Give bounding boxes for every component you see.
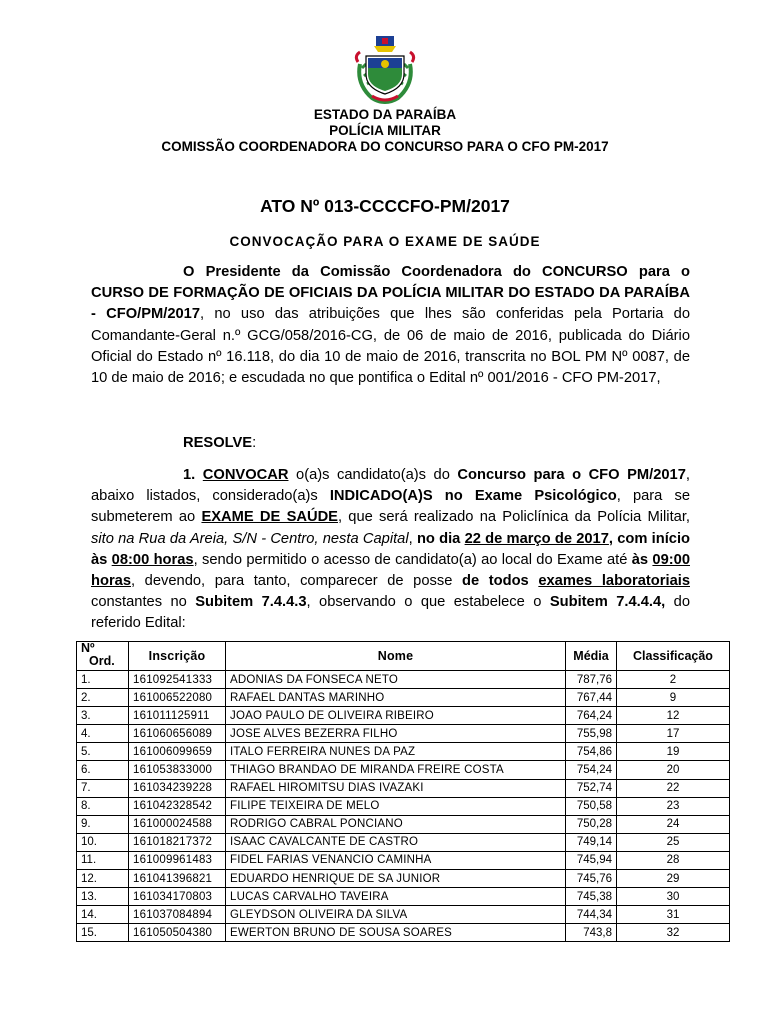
row-nome: ISAAC CAVALCANTE DE CASTRO [226, 833, 566, 851]
row-nome: ITALO FERREIRA NUNES DA PAZ [226, 743, 566, 761]
item-1-text-2: , abaixo listados, considerado(a)s [91, 467, 690, 505]
header-state: ESTADO DA PARAÍBA [313, 107, 457, 122]
row-classificacao: 20 [617, 761, 730, 779]
item-1-text-9: , observando o que estabelece o [306, 594, 550, 611]
resolve-colon: : [252, 435, 257, 451]
resolve-paragraph [91, 433, 690, 454]
row-media: 744,34 [566, 906, 617, 924]
start-time: 08:00 horas [111, 551, 194, 568]
table-row [77, 743, 730, 761]
table-row [77, 870, 730, 888]
row-media: 749,14 [566, 833, 617, 851]
table-row [77, 851, 730, 869]
row-ord: 15. [77, 924, 129, 942]
header-ord-top: Nº [81, 641, 95, 655]
table-row [77, 671, 730, 689]
row-classificacao: 19 [617, 743, 730, 761]
row-media: 754,86 [566, 743, 617, 761]
subitem-7443: Subitem 7.4.4.3 [195, 594, 307, 611]
table-row [77, 707, 730, 725]
resolve-label: RESOLVE [183, 435, 253, 451]
convocar-word: CONVOCAR [202, 467, 289, 483]
table-row [77, 761, 730, 779]
row-media: 745,94 [566, 851, 617, 869]
row-classificacao: 29 [617, 870, 730, 888]
row-ord: 14. [77, 906, 129, 924]
row-media: 767,44 [566, 689, 617, 707]
row-ord: 5. [77, 743, 129, 761]
row-nome: FILIPE TEIXEIRA DE MELO [226, 797, 566, 815]
act-subtitle: CONVOCAÇÃO PARA O EXAME DE SAÚDE [229, 234, 541, 249]
table-row [77, 906, 730, 924]
row-classificacao: 17 [617, 725, 730, 743]
com-inicio: , com início às [91, 530, 691, 568]
row-inscricao: 161037084894 [129, 906, 226, 924]
row-classificacao: 28 [617, 851, 730, 869]
row-inscricao: 161000024588 [129, 815, 226, 833]
exam-date: 22 de março de 2017 [464, 530, 609, 547]
intro-bold: O Presidente da Comissão Coordenadora do CONCURSO para o CURSO DE FORMAÇÃO DE OFICIAIS DA POLÍCIA MILITAR DO ESTADO DA PARAÍBA - CFO/PM/2017 [91, 264, 690, 323]
row-inscricao: 161018217372 [129, 833, 226, 851]
row-media: 745,76 [566, 870, 617, 888]
row-classificacao: 22 [617, 779, 730, 797]
concurso-name: Concurso para o CFO PM/2017 [457, 467, 686, 483]
row-inscricao: 161092541333 [129, 671, 226, 689]
intro-paragraph [91, 262, 690, 389]
row-ord: 11. [77, 851, 129, 869]
row-media: 787,76 [566, 671, 617, 689]
header-nome: Nome [226, 642, 566, 671]
row-media: 755,98 [566, 725, 617, 743]
local-address: sito na Rua da Areia, S/N - Centro, nesta Capital [91, 530, 409, 547]
row-inscricao: 161042328542 [129, 797, 226, 815]
table-row [77, 689, 730, 707]
item-1-number: 1. [183, 467, 196, 483]
candidates-table [76, 641, 730, 942]
row-classificacao: 24 [617, 815, 730, 833]
row-inscricao: 161006522080 [129, 689, 226, 707]
row-nome: ADONIAS DA FONSECA NETO [226, 671, 566, 689]
row-inscricao: 161041396821 [129, 870, 226, 888]
table-row [77, 888, 730, 906]
exame-saude: EXAME DE SAÚDE [201, 509, 338, 526]
row-ord: 6. [77, 761, 129, 779]
row-nome: EDUARDO HENRIQUE DE SA JUNIOR [226, 870, 566, 888]
row-media: 752,74 [566, 779, 617, 797]
row-classificacao: 2 [617, 671, 730, 689]
row-media: 754,24 [566, 761, 617, 779]
header-classificacao: Classificação [617, 642, 730, 671]
row-ord: 1. [77, 671, 129, 689]
row-ord: 12. [77, 870, 129, 888]
intro-text: , no uso das atribuições que lhes são conferidas pela Portaria do Comandante-Geral n.º GCG/058/2016-CG, de 06 de maio de 2016, publicada do Diário Oficial do Estado nº 16.118, do dia 10 de maio de 2016, transcrita no BOL PM Nº 0087, de 10 de maio de 2016; e escudada no que pontifica o Edital nº 001/2016 - CFO PM-2017, [91, 306, 690, 387]
table-header-row [77, 642, 730, 671]
header-ord-bottom: Ord. [89, 654, 115, 668]
row-nome: FIDEL FARIAS VENANCIO CAMINHA [226, 851, 566, 869]
header-inscricao: Inscrição [129, 642, 226, 671]
row-classificacao: 25 [617, 833, 730, 851]
row-inscricao: 161034170803 [129, 888, 226, 906]
item-1-text-4: , que será realizado na Policlínica da Polícia Militar, [337, 509, 690, 526]
row-ord: 10. [77, 833, 129, 851]
act-title: ATO Nº 013-CCCCFO-PM/2017 [260, 196, 510, 216]
row-nome: JOSE ALVES BEZERRA FILHO [226, 725, 566, 743]
subitem-7444: Subitem 7.4.4.4, [549, 594, 666, 611]
item-1-text-3: , para se submeterem ao [91, 488, 690, 526]
item-1-paragraph [91, 465, 690, 635]
row-classificacao: 23 [617, 797, 730, 815]
item-1-text-5: , [408, 530, 417, 547]
row-nome: JOAO PAULO DE OLIVEIRA RIBEIRO [226, 707, 566, 725]
row-ord: 13. [77, 888, 129, 906]
row-ord: 3. [77, 707, 129, 725]
no-dia: no dia [416, 530, 465, 547]
row-ord: 7. [77, 779, 129, 797]
item-1-text-7: , devendo, para tanto, comparecer de posse [131, 573, 462, 590]
row-inscricao: 161009961483 [129, 851, 226, 869]
row-nome: RAFAEL DANTAS MARINHO [226, 689, 566, 707]
table-row [77, 725, 730, 743]
exames-laboratoriais: exames laboratoriais [538, 573, 690, 590]
header-media: Média [566, 642, 617, 671]
header-commission: COMISSÃO COORDENADORA DO CONCURSO PARA O CFO PM-2017 [161, 139, 609, 154]
table-row [77, 779, 730, 797]
item-1-text-10: do referido Edital: [91, 594, 690, 632]
table-row [77, 797, 730, 815]
row-classificacao: 30 [617, 888, 730, 906]
row-ord: 9. [77, 815, 129, 833]
row-ord: 4. [77, 725, 129, 743]
row-nome: EWERTON BRUNO DE SOUSA SOARES [226, 924, 566, 942]
row-inscricao: 161011125911 [129, 707, 226, 725]
row-inscricao: 161053833000 [129, 761, 226, 779]
row-classificacao: 32 [617, 924, 730, 942]
limit-time: 09:00 horas [91, 551, 690, 590]
row-ord: 2. [77, 689, 129, 707]
row-nome: LUCAS CARVALHO TAVEIRA [226, 888, 566, 906]
header-ord [77, 642, 129, 671]
row-nome: RODRIGO CABRAL PONCIANO [226, 815, 566, 833]
row-classificacao: 9 [617, 689, 730, 707]
row-inscricao: 161006099659 [129, 743, 226, 761]
header-police: POLÍCIA MILITAR [329, 123, 441, 138]
table-row [77, 833, 730, 851]
row-media: 764,24 [566, 707, 617, 725]
row-media: 750,28 [566, 815, 617, 833]
row-media: 745,38 [566, 888, 617, 906]
de-todos: de todos [461, 573, 529, 590]
row-inscricao: 161050504380 [129, 924, 226, 942]
row-classificacao: 31 [617, 906, 730, 924]
row-nome: THIAGO BRANDAO DE MIRANDA FREIRE COSTA [226, 761, 566, 779]
row-media: 750,58 [566, 797, 617, 815]
coat-of-arms-icon [352, 34, 418, 106]
row-inscricao: 161034239228 [129, 779, 226, 797]
item-1-text-6: , sendo permitido o acesso de candidato(a) ao local do Exame até [193, 551, 632, 568]
row-nome: RAFAEL HIROMITSU DIAS IVAZAKI [226, 779, 566, 797]
row-media: 743,8 [566, 924, 617, 942]
row-inscricao: 161060656089 [129, 725, 226, 743]
as-word: às [631, 551, 653, 568]
row-classificacao: 12 [617, 707, 730, 725]
item-1-text-1: o(a)s candidato(a)s do [288, 467, 458, 483]
table-row [77, 815, 730, 833]
row-nome: GLEYDSON OLIVEIRA DA SILVA [226, 906, 566, 924]
item-1-text-8: constantes no [91, 594, 196, 611]
table-body [77, 671, 730, 942]
row-ord: 8. [77, 797, 129, 815]
indicados-text: INDICADO(A)S no Exame Psicológico [329, 488, 617, 505]
table-row [77, 924, 730, 942]
